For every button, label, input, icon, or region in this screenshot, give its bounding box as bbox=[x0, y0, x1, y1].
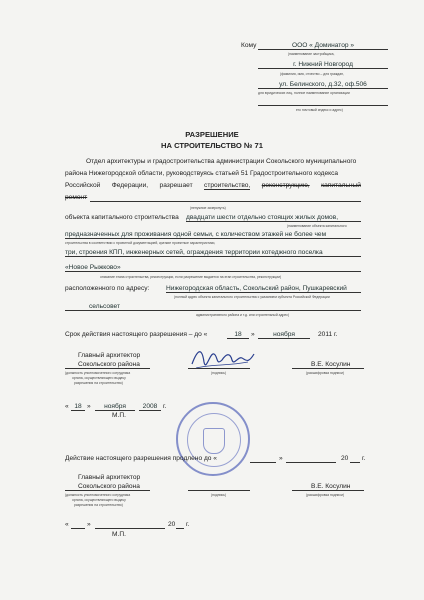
address-hint: (полный адрес объекта капитального строительства с указанием субъекта Российской Федерации bbox=[174, 295, 330, 299]
sign2-hint-2: органа, осуществляющего выдачу bbox=[72, 498, 126, 502]
validity-quote: » bbox=[251, 331, 255, 338]
sign2-name-hint: (расшифровка подписи) bbox=[306, 493, 345, 497]
body-line-3 bbox=[65, 182, 361, 190]
sign1-date-year: 2008 bbox=[139, 403, 161, 411]
sign1-date-day: 18 bbox=[71, 403, 85, 411]
sign2-hint-3: разрешения на строительство) bbox=[74, 503, 123, 507]
sign2-date-open: « bbox=[65, 521, 69, 528]
document-title: РАЗРЕШЕНИЕ bbox=[185, 130, 239, 139]
recipient-name: ООО « Доминатор » bbox=[258, 42, 388, 50]
extension-year: 20 bbox=[341, 455, 349, 462]
body-word-rossiyskoy: Российской bbox=[65, 182, 101, 189]
recipient-address-hint1: для юридических лиц, полное наименование организации bbox=[258, 91, 350, 95]
object-line-2: предназначенных для проживания одной семьи, с количеством этажей не более чем bbox=[65, 231, 361, 239]
validity-month: ноября bbox=[258, 331, 310, 339]
stamp-emblem-icon bbox=[203, 428, 225, 454]
sign2-signature-rule bbox=[188, 484, 250, 491]
sign2-role-rule bbox=[65, 484, 150, 491]
validity-label: Срок действия настоящего разрешения – до « bbox=[65, 331, 208, 338]
recipient-address-hint2: его почтовый индекс и адрес) bbox=[296, 108, 343, 112]
document-subtitle: НА СТРОИТЕЛЬСТВО № 71 bbox=[161, 141, 263, 150]
recipient-blank-line bbox=[258, 99, 388, 106]
sign1-signature-image bbox=[188, 342, 258, 374]
extension-day-rule bbox=[250, 455, 276, 463]
sign1-hint-1: (должность уполномоченного сотрудника bbox=[65, 371, 131, 375]
object-hint: (наименование объекта капитального bbox=[287, 224, 347, 228]
sign2-date-year-rule bbox=[176, 521, 184, 529]
body-word-rekonstruktsiyu: реконструкцию, bbox=[261, 182, 310, 189]
sign1-name-rule bbox=[292, 362, 364, 369]
recipient-city-hint: (фамилия, имя, отчество – для граждан, bbox=[280, 72, 344, 76]
sign1-role-rule bbox=[65, 362, 150, 369]
sign1-role-2: Сокольского района bbox=[78, 361, 140, 368]
official-stamp bbox=[176, 402, 250, 476]
sign2-name-rule bbox=[292, 484, 364, 491]
extension-label: Действие настоящего разрешения продлено до « bbox=[65, 455, 217, 462]
recipient-name-hint: (наименование застройщика, bbox=[288, 52, 335, 56]
sign1-role-1: Главный архитектор bbox=[78, 352, 141, 359]
sign2-name: В.Е. Косулин bbox=[311, 483, 351, 490]
body-line-4-rule bbox=[90, 194, 361, 202]
sign2-role-2: Сокольского района bbox=[78, 483, 140, 490]
sign1-sig-hint: (подпись) bbox=[211, 371, 227, 375]
sign1-hint-2: органа, осуществляющего выдачу bbox=[72, 376, 126, 380]
object-line-2-hint: строительства в соответствии с проектной документацией, краткие проектные характеристики, bbox=[65, 241, 216, 245]
sign1-date-mid: » bbox=[87, 403, 91, 410]
body-word-stroitelstvo: строительство, bbox=[204, 182, 251, 189]
sign1-date-open: « bbox=[65, 403, 69, 410]
sign1-date-month: ноября bbox=[95, 403, 135, 411]
recipient-city: г. Нижний Новгород bbox=[258, 61, 388, 69]
address-label: расположенного по адресу: bbox=[65, 285, 150, 292]
sign2-date-month-rule bbox=[95, 521, 165, 529]
sign1-name: В.Е. Косулин bbox=[311, 361, 351, 368]
recipient-to-label: Кому bbox=[241, 42, 257, 49]
body-strike-hint: (ненужное зачеркнуть) bbox=[190, 206, 226, 210]
object-label: объекта капитального строительства bbox=[65, 214, 179, 221]
sign2-sig-hint: (подпись) bbox=[211, 493, 227, 497]
sign1-mp: М.П. bbox=[112, 412, 126, 419]
address-value: Нижегородская область, Сокольский район, Пушкаревский bbox=[166, 285, 361, 293]
extension-year-rule bbox=[350, 455, 360, 463]
extension-suffix: г. bbox=[362, 455, 366, 462]
sign1-name-hint: (расшифровка подписи) bbox=[306, 371, 345, 375]
object-line-4: «Новое Рыжково» bbox=[65, 264, 361, 272]
recipient-address: ул. Белинского, д.32, оф.506 bbox=[258, 81, 388, 89]
sign2-mp: М.П. bbox=[112, 531, 126, 538]
body-word-razreshaet: разрешает bbox=[159, 182, 193, 189]
object-value: двадцати шести отдельно стоящих жилых домов, bbox=[186, 214, 361, 222]
sign2-date-year: 20 bbox=[168, 521, 176, 528]
address-line-2: сельсовет bbox=[65, 303, 361, 311]
body-line-1: Отдел архитектуры и градостроительства администрации Сокольского муниципального bbox=[86, 158, 357, 165]
body-word-kapitalnyy: капитальный bbox=[321, 182, 361, 189]
sign2-role-1: Главный архитектор bbox=[78, 474, 141, 481]
body-word-remont: ремонт bbox=[65, 194, 88, 201]
object-line-4-hint: описание этапа строительства, реконструкции, если разрешение выдается на этап строительства, реконструкции) bbox=[100, 275, 282, 279]
extension-month-rule bbox=[286, 455, 336, 463]
body-line-2: района Нижегородской области, руководствуясь статьей 51 Градостроительного кодекса bbox=[65, 170, 339, 177]
sign2-date-suffix: г. bbox=[186, 521, 190, 528]
sign2-hint-1: (должность уполномоченного сотрудника bbox=[65, 493, 131, 497]
sign1-hint-3: разрешения на строительство) bbox=[74, 381, 123, 385]
address-line-2-hint: административного района и т.д. или строительный адрес) bbox=[196, 313, 290, 317]
validity-day: 18 bbox=[227, 331, 249, 339]
sign1-date-suffix: г. bbox=[163, 403, 167, 410]
sign2-date-mid: » bbox=[87, 521, 91, 528]
body-word-federatsii: Федерации, bbox=[111, 182, 149, 189]
sign2-date-day-rule bbox=[71, 521, 85, 529]
object-line-3: три, строения КПП, инженерных сетей, ограждения территории котеджного поселка bbox=[65, 249, 361, 257]
validity-year: 2011 г. bbox=[318, 331, 338, 338]
extension-mid: » bbox=[279, 455, 283, 462]
